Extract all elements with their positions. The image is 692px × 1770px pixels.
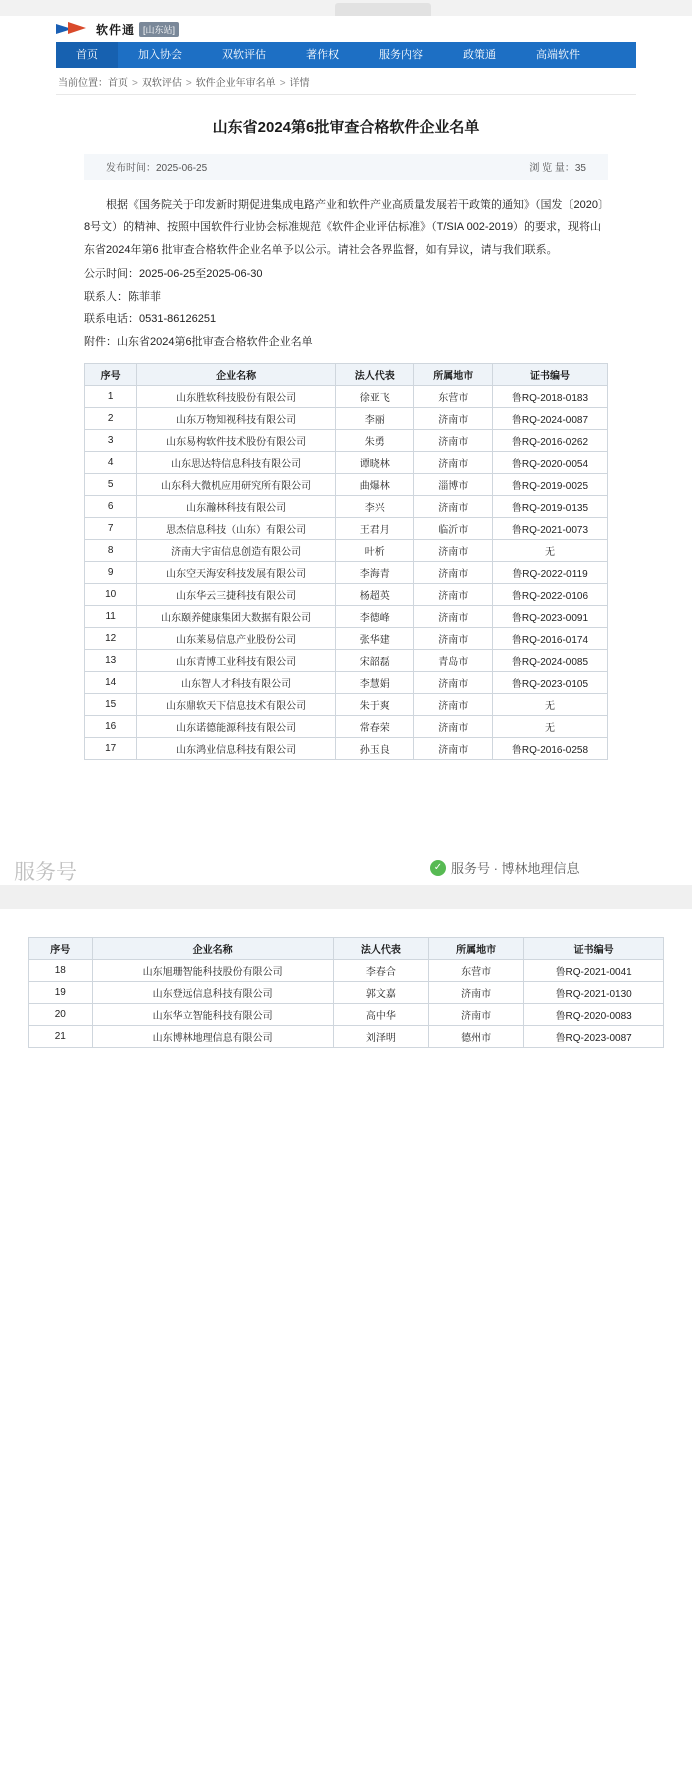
cell-index: 21 [29, 1026, 93, 1048]
cell-cert-no: 鲁RQ-2018-0183 [492, 386, 607, 408]
breadcrumb-item-assessment[interactable]: 双软评估 [141, 78, 182, 89]
cell-index: 4 [85, 452, 137, 474]
table-row [85, 738, 608, 760]
cell-company: 山东鼎软天下信息技术有限公司 [137, 694, 336, 716]
cell-city: 青岛市 [414, 650, 492, 672]
cell-company: 济南大宇宙信息创造有限公司 [137, 540, 336, 562]
cell-company: 山东莱易信息产业股份公司 [137, 628, 336, 650]
table-row [85, 694, 608, 716]
col-legal-rep: 法人代表 [333, 938, 428, 960]
cell-cert-no: 无 [492, 540, 607, 562]
cell-city: 济南市 [414, 430, 492, 452]
cell-company: 山东空天海安科技发展有限公司 [137, 562, 336, 584]
view-count [529, 159, 586, 174]
watermark-check-icon: ✓ [430, 860, 446, 876]
cell-index: 18 [29, 960, 93, 982]
cell-company: 山东思达特信息科技有限公司 [137, 452, 336, 474]
col-city: 所属地市 [429, 938, 524, 960]
cell-legal-rep: 李德峰 [336, 606, 414, 628]
table-header-row [29, 938, 664, 960]
cell-legal-rep: 王君月 [336, 518, 414, 540]
nav-item-assessment[interactable]: 双软评估 [222, 49, 266, 61]
cell-index: 9 [85, 562, 137, 584]
cell-index: 17 [85, 738, 137, 760]
table-row [85, 628, 608, 650]
cell-legal-rep: 徐亚飞 [336, 386, 414, 408]
cell-cert-no: 鲁RQ-2019-0135 [492, 496, 607, 518]
table-row [85, 386, 608, 408]
table-row [85, 606, 608, 628]
table-row [85, 408, 608, 430]
table-row [85, 496, 608, 518]
cell-legal-rep: 杨超英 [336, 584, 414, 606]
cell-company: 山东旭珊智能科技股份有限公司 [92, 960, 333, 982]
cell-legal-rep: 郭文嘉 [333, 982, 428, 1004]
cell-cert-no: 鲁RQ-2021-0073 [492, 518, 607, 540]
breadcrumb [56, 68, 636, 95]
cell-city: 济南市 [414, 408, 492, 430]
breadcrumb-separator-3: > [279, 78, 286, 89]
nav-item-services[interactable]: 服务内容 [379, 49, 423, 61]
cell-cert-no: 鲁RQ-2016-0258 [492, 738, 607, 760]
article-paragraph-3: 联系人：陈菲菲 [84, 290, 161, 303]
cell-city: 淄博市 [414, 474, 492, 496]
site-header [0, 16, 692, 42]
web-page-continued [0, 909, 692, 1770]
cell-legal-rep: 宋韶磊 [336, 650, 414, 672]
cell-company: 山东易构软件技术股份有限公司 [137, 430, 336, 452]
table-row [85, 452, 608, 474]
cell-company: 山东颐养健康集团大数据有限公司 [137, 606, 336, 628]
cell-index: 20 [29, 1004, 93, 1026]
cell-city: 德州市 [429, 1026, 524, 1048]
cell-index: 5 [85, 474, 137, 496]
article-paragraph-2: 公示时间：2025-06-25至2025-06-30 [84, 268, 263, 281]
breadcrumb-separator-2: > [185, 78, 192, 89]
cell-index: 12 [85, 628, 137, 650]
table-header-row [85, 364, 608, 386]
cell-company: 山东诺德能源科技有限公司 [137, 716, 336, 738]
watermark-overlay-text: 服务号 [14, 860, 77, 884]
article-paragraph-4: 联系电话：0531-86126251 [84, 313, 217, 326]
table-row [85, 474, 608, 496]
page-title: 山东省2024第6批审查合格软件企业名单 [212, 119, 480, 136]
table-row [29, 1026, 664, 1048]
cell-index: 16 [85, 716, 137, 738]
cell-index: 14 [85, 672, 137, 694]
table-row [29, 982, 664, 1004]
cell-city: 临沂市 [414, 518, 492, 540]
cell-index: 13 [85, 650, 137, 672]
cell-company: 山东万物知视科技有限公司 [137, 408, 336, 430]
cell-company: 山东鸿业信息科技有限公司 [137, 738, 336, 760]
article [56, 95, 636, 770]
article-paragraph-5: 附件：山东省2024第6批审查合格软件企业名单 [84, 335, 313, 348]
cell-cert-no: 鲁RQ-2016-0262 [492, 430, 607, 452]
table-row [85, 584, 608, 606]
article-meta-bar [84, 154, 608, 180]
cell-legal-rep: 朱勇 [336, 430, 414, 452]
cell-index: 3 [85, 430, 137, 452]
cell-company: 山东华云三捷科技有限公司 [137, 584, 336, 606]
view-count-value: 35 [574, 163, 586, 174]
cell-legal-rep: 孙玉良 [336, 738, 414, 760]
cell-company: 山东登远信息科技有限公司 [92, 982, 333, 1004]
cell-index: 10 [85, 584, 137, 606]
cell-city: 济南市 [414, 716, 492, 738]
cell-index: 6 [85, 496, 137, 518]
cell-cert-no: 鲁RQ-2016-0174 [492, 628, 607, 650]
table-row [85, 540, 608, 562]
publish-time-value: 2025-06-25 [156, 163, 208, 174]
cell-company: 思杰信息科技（山东）有限公司 [137, 518, 336, 540]
cell-company: 山东科大微机应用研究所有限公司 [137, 474, 336, 496]
site-logo-icon[interactable] [56, 21, 90, 37]
table-row [29, 1004, 664, 1026]
cell-index: 1 [85, 386, 137, 408]
cell-legal-rep: 叶析 [336, 540, 414, 562]
cell-cert-no: 鲁RQ-2021-0130 [524, 982, 664, 1004]
cell-legal-rep: 张华建 [336, 628, 414, 650]
cell-cert-no: 鲁RQ-2019-0025 [492, 474, 607, 496]
cell-company: 山东智人才科技有限公司 [137, 672, 336, 694]
cell-city: 东营市 [414, 386, 492, 408]
main-navigation [56, 42, 636, 68]
col-city: 所属地市 [414, 364, 492, 386]
col-company: 企业名称 [92, 938, 333, 960]
cell-city: 济南市 [414, 452, 492, 474]
col-legal-rep: 法人代表 [336, 364, 414, 386]
cell-city: 济南市 [414, 496, 492, 518]
company-table-page2 [28, 937, 664, 1048]
cell-index: 7 [85, 518, 137, 540]
site-logo-text: 软件通 [96, 22, 136, 37]
breadcrumb-item-home[interactable]: 首页 [108, 78, 128, 89]
cell-index: 19 [29, 982, 93, 1004]
cell-legal-rep: 谭晓林 [336, 452, 414, 474]
company-table-body-page2 [29, 960, 664, 1048]
cell-cert-no: 鲁RQ-2020-0054 [492, 452, 607, 474]
company-table-wrapper-page1 [56, 353, 636, 760]
nav-item-join[interactable]: 加入协会 [138, 49, 182, 61]
cell-legal-rep: 李丽 [336, 408, 414, 430]
cell-company: 山东瀚林科技有限公司 [137, 496, 336, 518]
breadcrumb-prefix: 当前位置： [58, 78, 108, 89]
logo-swoosh-red [68, 22, 86, 34]
col-cert-no: 证书编号 [524, 938, 664, 960]
view-count-label: 浏 览 量： [529, 163, 575, 174]
browser-tab-stub[interactable] [335, 3, 431, 16]
cell-city: 济南市 [429, 982, 524, 1004]
table-row [85, 518, 608, 540]
col-index: 序号 [29, 938, 93, 960]
site-region-badge: [山东站] [139, 22, 179, 37]
cell-legal-rep: 朱于爽 [336, 694, 414, 716]
browser-top-bar [0, 0, 692, 16]
cell-cert-no: 鲁RQ-2023-0105 [492, 672, 607, 694]
table-row [85, 562, 608, 584]
breadcrumb-item-current: 详情 [289, 78, 310, 89]
table-row [85, 716, 608, 738]
nav-item-copyright[interactable]: 著作权 [306, 49, 339, 61]
publish-time-label: 发布时间： [106, 163, 156, 174]
cell-company: 山东胜软科技股份有限公司 [137, 386, 336, 408]
breadcrumb-item-list[interactable]: 软件企业年审名单 [195, 78, 276, 89]
company-table-page1 [84, 363, 608, 760]
cell-index: 2 [85, 408, 137, 430]
company-table-body-page1 [85, 386, 608, 760]
cell-city: 济南市 [414, 606, 492, 628]
cell-legal-rep: 李春合 [333, 960, 428, 982]
cell-legal-rep: 李海青 [336, 562, 414, 584]
cell-cert-no: 鲁RQ-2024-0085 [492, 650, 607, 672]
col-cert-no: 证书编号 [492, 364, 607, 386]
cell-city: 济南市 [414, 562, 492, 584]
cell-cert-no: 鲁RQ-2024-0087 [492, 408, 607, 430]
company-table-wrapper-page2 [0, 927, 692, 1048]
cell-cert-no: 无 [492, 716, 607, 738]
cell-city: 济南市 [414, 694, 492, 716]
nav-item-policy[interactable]: 政策通 [463, 49, 496, 61]
cell-legal-rep: 李兴 [336, 496, 414, 518]
cell-index: 11 [85, 606, 137, 628]
table-row [29, 960, 664, 982]
cell-city: 济南市 [414, 672, 492, 694]
cell-city: 济南市 [414, 540, 492, 562]
publish-time [106, 159, 207, 174]
cell-legal-rep: 曲爆林 [336, 474, 414, 496]
page-break-gap [0, 885, 692, 909]
cell-cert-no: 鲁RQ-2022-0119 [492, 562, 607, 584]
cell-cert-no: 鲁RQ-2023-0091 [492, 606, 607, 628]
cell-city: 东营市 [429, 960, 524, 982]
watermark-text: 服务号 · 博林地理信息 [451, 861, 580, 876]
web-page [0, 16, 692, 885]
nav-item-highend[interactable]: 高端软件 [536, 49, 580, 61]
cell-legal-rep: 刘泽明 [333, 1026, 428, 1048]
cell-cert-no: 鲁RQ-2020-0083 [524, 1004, 664, 1026]
cell-city: 济南市 [414, 628, 492, 650]
cell-company: 山东青博工业科技有限公司 [137, 650, 336, 672]
cell-legal-rep: 李慧娟 [336, 672, 414, 694]
cell-company: 山东博林地理信息有限公司 [92, 1026, 333, 1048]
breadcrumb-separator-1: > [132, 78, 138, 89]
cell-index: 15 [85, 694, 137, 716]
cell-index: 8 [85, 540, 137, 562]
article-body [56, 194, 636, 354]
cell-city: 济南市 [429, 1004, 524, 1026]
cell-city: 济南市 [414, 584, 492, 606]
cell-legal-rep: 常春荣 [336, 716, 414, 738]
cell-legal-rep: 高中华 [333, 1004, 428, 1026]
cell-cert-no: 鲁RQ-2023-0087 [524, 1026, 664, 1048]
table-row [85, 430, 608, 452]
table-row [85, 650, 608, 672]
nav-item-home[interactable]: 首页 [56, 42, 118, 68]
col-company: 企业名称 [137, 364, 336, 386]
cell-company: 山东华立智能科技有限公司 [92, 1004, 333, 1026]
cell-cert-no: 无 [492, 694, 607, 716]
col-index: 序号 [85, 364, 137, 386]
cell-cert-no: 鲁RQ-2022-0106 [492, 584, 607, 606]
cell-city: 济南市 [414, 738, 492, 760]
cell-cert-no: 鲁RQ-2021-0041 [524, 960, 664, 982]
article-paragraph-1: 根据《国务院关于印发新时期促进集成电路产业和软件产业高质量发展若干政策的通知》（国发〔2020〕8号文）的精神、按照中国软件行业协会标准规范《软件企业评估标准》（T/SIA 002-2019）的要求，现将山东省2024年第6 批审查合格软件企业名单予以公示。请社会各界监督，如有异议，请与我们联系。 [84, 198, 604, 256]
table-row [85, 672, 608, 694]
